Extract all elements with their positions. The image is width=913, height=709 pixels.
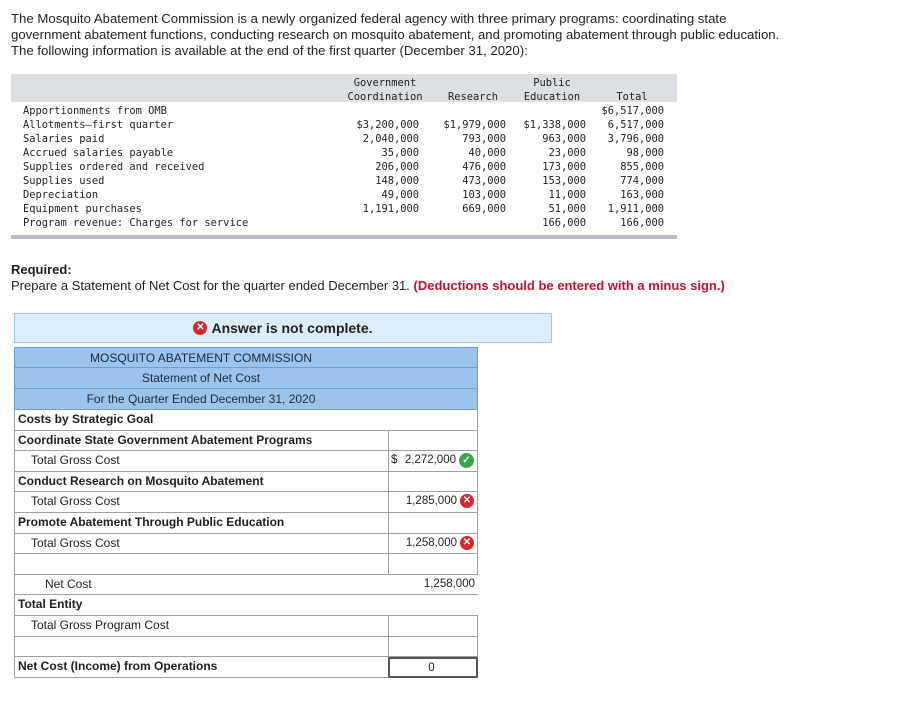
data-cell-pub: 51,000 [548, 203, 586, 215]
data-row-label: Allotments—first quarter [23, 119, 174, 131]
data-cell-total: 98,000 [626, 147, 664, 159]
table-row [14, 575, 478, 596]
header-gov-coordination: Government Coordination [347, 77, 423, 103]
row-label[interactable]: Promote Abatement Through Public Education [14, 513, 388, 534]
data-cell-pub: 166,000 [542, 217, 586, 229]
data-cell-pub: 153,000 [542, 175, 586, 187]
data-cell-total: 166,000 [620, 217, 664, 229]
row-label[interactable] [14, 554, 388, 575]
amount-input[interactable]: 1,285,000 ✕ [388, 492, 478, 513]
incorrect-icon: ✕ [460, 536, 474, 550]
data-cell-pub: 963,000 [542, 133, 586, 145]
data-cell-research: 669,000 [462, 203, 506, 215]
deduction-note: (Deductions should be entered with a minus sign.) [413, 278, 725, 293]
data-cell-total: 6,517,000 [607, 119, 664, 131]
amount-cell[interactable] [388, 513, 478, 534]
row-label: Total Entity [14, 595, 388, 616]
table-row [14, 513, 478, 534]
statement-subtitle: Statement of Net Cost [14, 368, 478, 389]
statement-period: For the Quarter Ended December 31, 2020 [14, 389, 478, 410]
data-cell-total: 163,000 [620, 189, 664, 201]
amount-cell [388, 595, 478, 616]
data-cell-total: 855,000 [620, 161, 664, 173]
table-row [14, 472, 478, 493]
data-cell-pub: 173,000 [542, 161, 586, 173]
data-row-label: Program revenue: Charges for service [23, 217, 249, 229]
row-label[interactable]: Total Gross Cost [14, 451, 388, 472]
data-cell-gov: 148,000 [375, 175, 419, 187]
data-cell-research: 793,000 [462, 133, 506, 145]
required-text: Prepare a Statement of Net Cost for the quarter ended December 31. (Deductions should be entered with a minus sign.) [11, 278, 725, 293]
data-cell-pub: $1,338,000 [523, 119, 586, 131]
problem-intro [11, 11, 891, 59]
data-cell-gov: 206,000 [375, 161, 419, 173]
given-data-table [11, 74, 677, 240]
data-cell-total: 1,911,000 [607, 203, 664, 215]
amount-cell[interactable] [388, 554, 478, 575]
intro-line: government abatement functions, conducting research on mosquito abatement, and promoting abatement through public education. [11, 27, 780, 42]
data-cell-research: 476,000 [462, 161, 506, 173]
data-cell-total: 774,000 [620, 175, 664, 187]
incorrect-icon: ✕ [460, 494, 474, 508]
data-cell-gov: 1,191,000 [362, 203, 419, 215]
table-row [14, 637, 478, 658]
data-row-label: Supplies ordered and received [23, 161, 205, 173]
table-bottom-rule [11, 235, 677, 239]
row-label[interactable] [14, 637, 388, 658]
intro-line: The following information is available at the end of the first quarter (December 31, 2020): [11, 43, 528, 58]
amount-input[interactable]: $ 2,272,000 ✓ [388, 451, 478, 472]
correct-check-icon: ✓ [459, 453, 474, 468]
data-cell-pub: 23,000 [548, 147, 586, 159]
table-row [14, 554, 478, 575]
answer-status-banner: ✕ Answer is not complete. [14, 313, 552, 343]
amount-input[interactable]: 1,258,000 ✕ [388, 534, 478, 555]
required-title: Required: [11, 262, 72, 277]
data-cell-research: 40,000 [468, 147, 506, 159]
intro-line: The Mosquito Abatement Commission is a newly organized federal agency with three primary programs: coordinating state [11, 11, 727, 26]
data-cell-total: 3,796,000 [607, 133, 664, 145]
data-cell-research: 103,000 [462, 189, 506, 201]
data-cell-gov: 35,000 [381, 147, 419, 159]
table-row [14, 534, 478, 555]
data-cell-gov: 49,000 [381, 189, 419, 201]
statement-of-net-cost [14, 347, 478, 678]
data-cell-gov: $3,200,000 [356, 119, 419, 131]
row-label[interactable]: Total Gross Cost [14, 492, 388, 513]
data-row-label: Equipment purchases [23, 203, 142, 215]
incorrect-icon: ✕ [193, 321, 207, 335]
header-public-education: Public Education [523, 77, 581, 103]
row-label[interactable]: Conduct Research on Mosquito Abatement [14, 472, 388, 493]
data-cell-research: 473,000 [462, 175, 506, 187]
header-research: Research [447, 91, 499, 103]
statement-title: MOSQUITO ABATEMENT COMMISSION [14, 347, 478, 368]
header-total: Total [616, 91, 648, 103]
row-label: Net Cost [14, 575, 388, 596]
data-row-label: Salaries paid [23, 133, 105, 145]
data-cell-total: $6,517,000 [601, 105, 664, 117]
data-row-label: Apportionments from OMB [23, 105, 167, 117]
table-row [14, 410, 478, 431]
row-label[interactable]: Total Gross Program Cost [14, 616, 388, 637]
amount-cell[interactable] [388, 472, 478, 493]
amount-cell[interactable] [388, 637, 478, 658]
table-row [14, 616, 478, 637]
table-row [14, 657, 478, 678]
data-row-label: Accrued salaries payable [23, 147, 174, 159]
required-section [11, 262, 725, 294]
amount-cell[interactable] [388, 616, 478, 637]
row-label: Costs by Strategic Goal [14, 410, 478, 431]
data-cell-research: $1,979,000 [443, 119, 506, 131]
data-row-label: Supplies used [23, 175, 105, 187]
table-row [14, 595, 478, 616]
table-row [14, 431, 478, 452]
row-label[interactable]: Total Gross Cost [14, 534, 388, 555]
row-label: Net Cost (Income) from Operations [14, 657, 388, 678]
row-label[interactable]: Coordinate State Government Abatement Programs [14, 431, 388, 452]
table-row [14, 492, 478, 513]
amount-value: 1,258,000 [388, 575, 478, 596]
data-cell-pub: 11,000 [548, 189, 586, 201]
amount-cell[interactable] [388, 431, 478, 452]
data-cell-gov: 2,040,000 [362, 133, 419, 145]
table-row [14, 451, 478, 472]
net-cost-ops-value: 0 [388, 657, 478, 678]
data-row-label: Depreciation [23, 189, 99, 201]
